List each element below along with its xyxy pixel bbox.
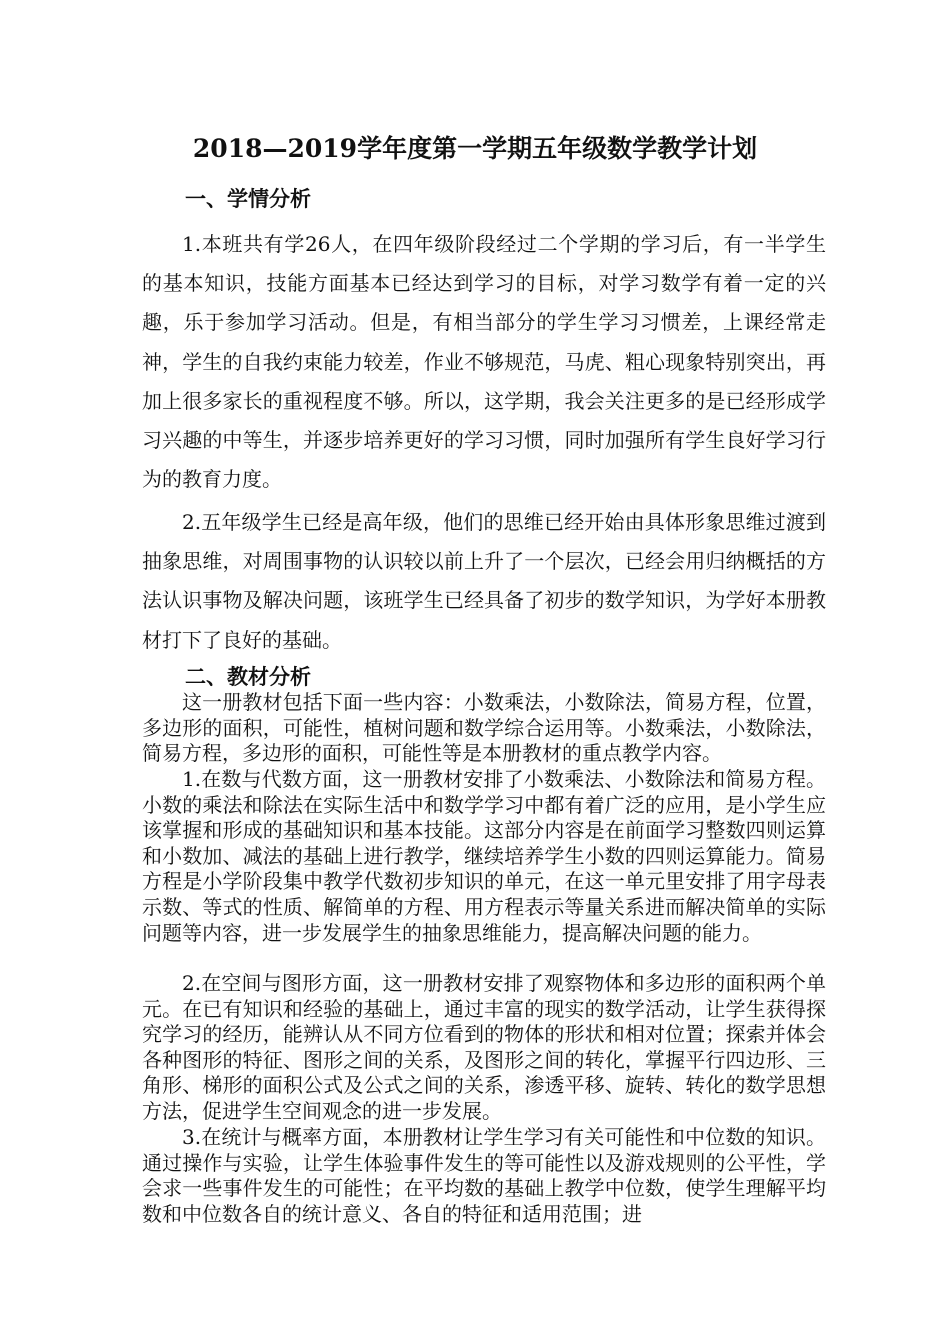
section-heading-textbook-analysis: 二、教材分析 (185, 664, 311, 689)
paragraph-textbook-analysis-2: 2.在空间与图形方面，这一册教材安排了观察物体和多边形的面积两个单元。在已有知识和经验的基础上，通过丰富的现实的数学活动，让学生获得探究学习的经历，能辨认从不同方位看到的物体的形状和相对位置；探索并体会各种图形的特征、图形之间的关系，及图形之间的转化，掌握平行四边形、三角形、梯形的面积公式及公式之间的关系，渗透平移、旋转、转化的数学思想方法，促进学生空间观念的进一步发展。 (142, 971, 826, 1123)
paragraph-textbook-analysis-3: 3.在统计与概率方面，本册教材让学生学习有关可能性和中位数的知识。通过操作与实验，让学生体验事件发生的等可能性以及游戏规则的公平性，学会求一些事件发生的可能性；在平均数的基础上教学中位数，使学生理解平均数和中位数各自的统计意义、各自的特征和适用范围；进 (142, 1125, 826, 1226)
paragraph-student-analysis-2: 2.五年级学生已经是高年级，他们的思维已经开始由具体形象思维过渡到抽象思维，对周围事物的认识较以前上升了一个层次，已经会用归纳概括的方法认识事物及解决问题，该班学生已经具备了初步的数学知识，为学好本册教材打下了良好的基础。 (142, 510, 826, 652)
paragraph-textbook-analysis-1: 1.在数与代数方面，这一册教材安排了小数乘法、小数除法和简易方程。小数的乘法和除法在实际生活中和数学学习中都有着广泛的应用，是小学生应该掌握和形成的基础知识和基本技能。这部分内容是在前面学习整数四则运算和小数加、减法的基础上进行教学，继续培养学生小数的四则运算能力。简易方程是小学阶段集中教学代数初步知识的单元，在这一单元里安排了用字母表示数、等式的性质、解简单的方程、用方程表示等量关系进而解决简单的实际问题等内容，进一步发展学生的抽象思维能力，提高解决问题的能力。 (142, 767, 826, 945)
paragraph-textbook-analysis-intro: 这一册教材包括下面一些内容：小数乘法，小数除法，简易方程，位置，多边形的面积，可能性，植树问题和数学综合运用等。小数乘法，小数除法，简易方程，多边形的面积，可能性等是本册教材的重点教学内容。 (142, 690, 826, 766)
paragraph-student-analysis-1: 1.本班共有学26人，在四年级阶段经过二个学期的学习后，有一半学生的基本知识，技能方面基本已经达到学习的目标，对学习数学有着一定的兴趣，乐于参加学习活动。但是，有相当部分的学生学习习惯差，上课经常走神，学生的自我约束能力较差，作业不够规范，马虎、粗心现象特别突出，再加上很多家长的重视程度不够。所以，这学期，我会关注更多的是已经形成学习兴趣的中等生，并逐步培养更好的学习习惯，同时加强所有学生良好学习行为的教育力度。 (142, 232, 826, 492)
document-title: 2018—2019学年度第一学期五年级数学教学计划 (192, 134, 758, 163)
section-heading-student-analysis: 一、学情分析 (185, 186, 311, 211)
